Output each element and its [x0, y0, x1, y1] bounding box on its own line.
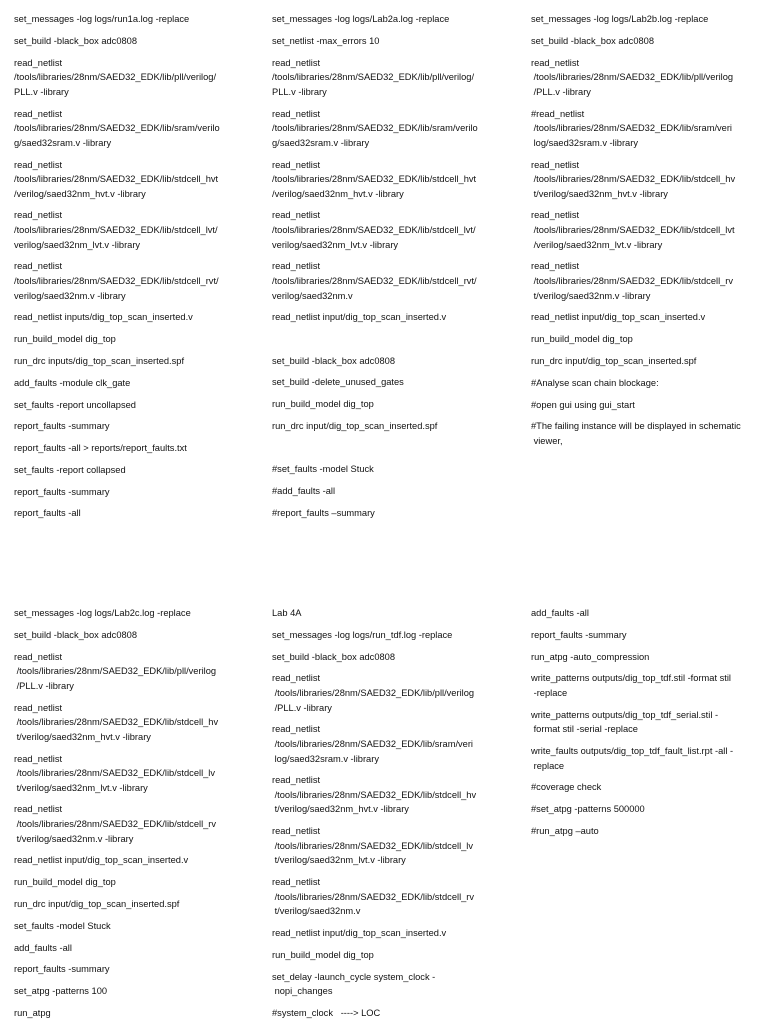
- command-line: set_build -black_box adc0808: [531, 35, 655, 46]
- command-line: read_netlist /tools/libraries/28nm/SAED32_EDK/lib/stdcell_hv t/verilog/saed32nm_hvt.v -library: [531, 159, 736, 199]
- command-line: set_messages -log logs/run_tdf.log -replace: [272, 629, 453, 640]
- command-line: read_netlist /tools/libraries/28nm/SAED32_EDK/lib/stdcell_hvt /verilog/saed32nm_hvt.v -library: [14, 159, 219, 199]
- command-line: read_netlist input/dig_top_scan_inserted.v: [14, 855, 189, 866]
- command-line: run_drc input/dig_top_scan_inserted.spf: [272, 421, 438, 432]
- command-line: #set_faults -model Stuck: [272, 464, 374, 475]
- command-line: read_netlist /tools/libraries/28nm/SAED32_EDK/lib/stdcell_rvt/ verilog/saed32nm.v -library: [14, 261, 219, 301]
- command-line: read_netlist /tools/libraries/28nm/SAED32_EDK/lib/stdcell_lvt/ verilog/saed32nm_lvt.v -library: [272, 210, 476, 250]
- command-line: #add_faults -all: [272, 486, 336, 497]
- column-block: [531, 606, 763, 846]
- command-line: read_netlist /tools/libraries/28nm/SAED32_EDK/lib/sram/verilo g/saed32sram.v -library: [272, 108, 478, 148]
- command-line: set_faults -report uncollapsed: [14, 399, 136, 410]
- command-line: set_faults -model Stuck: [14, 920, 111, 931]
- command-line: set_netlist -max_errors 10: [272, 35, 380, 46]
- command-line: add_faults -all: [531, 608, 589, 618]
- command-line: set_delay -launch_cycle system_clock - nopi_changes: [272, 971, 436, 997]
- column-block: [14, 606, 246, 1028]
- command-line: add_faults -module clk_gate: [14, 377, 131, 388]
- command-line: report_faults -all: [14, 508, 81, 519]
- command-line: read_netlist /tools/libraries/28nm/SAED32_EDK/lib/stdcell_lv t/verilog/saed32nm_lvt.v -library: [14, 753, 216, 793]
- column-block: [14, 12, 246, 528]
- command-line: read_netlist input/dig_top_scan_inserted.v: [531, 312, 706, 323]
- command-line: read_netlist /tools/libraries/28nm/SAED32_EDK/lib/stdcell_rvt/ verilog/saed32nm.v: [272, 261, 477, 301]
- command-line: set_messages -log logs/Lab2c.log -replace: [14, 608, 191, 618]
- command-line: set_messages -log logs/run1a.log -replace: [14, 14, 190, 24]
- command-line: read_netlist /tools/libraries/28nm/SAED32_EDK/lib/stdcell_lv t/verilog/saed32nm_lvt.v -library: [272, 826, 474, 866]
- command-line: run_atpg: [14, 1007, 51, 1018]
- column-block: [272, 12, 504, 528]
- command-line: read_netlist /tools/libraries/28nm/SAED32_EDK/lib/pll/verilog /PLL.v -library: [14, 651, 217, 691]
- command-line: read_netlist inputs/dig_top_scan_inserted.v: [14, 312, 193, 323]
- command-line: read_netlist /tools/libraries/28nm/SAED32_EDK/lib/stdcell_lvt/ verilog/saed32nm_lvt.v -library: [14, 210, 218, 250]
- command-line: report_faults -summary: [14, 486, 110, 497]
- command-line: run_drc input/dig_top_scan_inserted.spf: [14, 899, 180, 909]
- command-line: set_atpg -patterns 100: [14, 986, 108, 997]
- command-line: report_faults -summary: [14, 421, 110, 432]
- command-line: read_netlist /tools/libraries/28nm/SAED32_EDK/lib/stdcell_rv t/verilog/saed32nm.v -library: [14, 804, 217, 844]
- command-line: read_netlist /tools/libraries/28nm/SAED32_EDK/lib/stdcell_hv t/verilog/saed32nm_hvt.v -library: [14, 702, 219, 742]
- command-line: read_netlist /tools/libraries/28nm/SAED32_EDK/lib/pll/verilog /PLL.v -library: [531, 57, 734, 97]
- command-line: run_build_model dig_top: [14, 877, 116, 888]
- column-block: [272, 606, 504, 1028]
- command-line: read_netlist /tools/libraries/28nm/SAED32_EDK/lib/sram/verilo g/saed32sram.v -library: [14, 108, 220, 148]
- command-line: write_faults outputs/dig_top_tdf_fault_list.rpt -all - replace: [531, 746, 734, 771]
- command-line: set_faults -report collapsed: [14, 464, 126, 475]
- command-line: read_netlist /tools/libraries/28nm/SAED32_EDK/lib/pll/verilog /PLL.v -library: [272, 673, 475, 713]
- command-line: #Analyse scan chain blockage:: [531, 377, 659, 388]
- command-line: write_patterns outputs/dig_top_tdf.stil -format stil -replace: [531, 673, 731, 698]
- command-line: set_messages -log logs/Lab2b.log -replace: [531, 14, 709, 24]
- blank-line: [272, 441, 504, 463]
- command-line: run_atpg -auto_compression: [531, 651, 650, 662]
- command-line: set_build -black_box adc0808: [14, 629, 138, 640]
- command-line: Lab 4A: [272, 608, 302, 618]
- command-line: read_netlist /tools/libraries/28nm/SAED32_EDK/lib/stdcell_hv t/verilog/saed32nm_hvt.v -library: [272, 775, 477, 815]
- command-line: run_build_model dig_top: [14, 334, 116, 345]
- command-line: read_netlist /tools/libraries/28nm/SAED32_EDK/lib/sram/veri log/saed32sram.v -library: [272, 724, 474, 764]
- command-line: report_faults -summary: [531, 629, 627, 640]
- command-line: read_netlist input/dig_top_scan_inserted.v: [272, 312, 447, 323]
- command-line: set_messages -log logs/Lab2a.log -replace: [272, 14, 450, 24]
- command-line: set_build -delete_unused_gates: [272, 377, 404, 388]
- command-line: run_drc input/dig_top_scan_inserted.spf: [531, 355, 697, 366]
- command-line: #report_faults –summary: [272, 507, 375, 518]
- command-line: set_build -black_box adc0808: [272, 355, 396, 366]
- command-line: report_faults -summary: [14, 964, 110, 975]
- command-line: run_build_model dig_top: [272, 399, 374, 410]
- command-line: write_patterns outputs/dig_top_tdf_serial.stil - format stil -serial -replace: [531, 709, 719, 735]
- command-line: run_drc inputs/dig_top_scan_inserted.spf: [14, 355, 185, 366]
- command-line: run_build_model dig_top: [272, 949, 374, 960]
- command-line: read_netlist /tools/libraries/28nm/SAED32_EDK/lib/stdcell_lvt /verilog/saed32nm_lvt.v -library: [531, 210, 735, 250]
- command-line: #set_atpg -patterns 500000: [531, 804, 645, 815]
- command-line: add_faults -all: [14, 942, 72, 953]
- command-line: run_build_model dig_top: [531, 334, 633, 345]
- command-line: #system_clock ----> LOC: [272, 1008, 381, 1019]
- command-line: #run_atpg –auto: [531, 826, 599, 837]
- command-line: read_netlist /tools/libraries/28nm/SAED32_EDK/lib/stdcell_rv t/verilog/saed32nm.v: [272, 877, 475, 917]
- command-line: set_build -black_box adc0808: [14, 35, 138, 46]
- blank-line: [272, 332, 504, 354]
- command-line: #read_netlist /tools/libraries/28nm/SAED32_EDK/lib/sram/veri log/saed32sram.v -library: [531, 108, 733, 148]
- command-line: set_build -black_box adc0808: [272, 651, 396, 662]
- command-line: #open gui using gui_start: [531, 399, 635, 410]
- command-line: read_netlist /tools/libraries/28nm/SAED32_EDK/lib/stdcell_hvt /verilog/saed32nm_hvt.v -library: [272, 159, 477, 199]
- command-line: report_faults -all > reports/report_faults.txt: [14, 443, 187, 454]
- column-block: [531, 12, 763, 456]
- command-line: read_netlist /tools/libraries/28nm/SAED32_EDK/lib/stdcell_rv t/verilog/saed32nm.v -library: [531, 261, 734, 301]
- command-line: read_netlist /tools/libraries/28nm/SAED32_EDK/lib/pll/verilog/ PLL.v -library: [272, 57, 475, 97]
- command-line: #coverage check: [531, 782, 602, 793]
- command-line: read_netlist input/dig_top_scan_inserted.v: [272, 928, 447, 939]
- command-line: read_netlist /tools/libraries/28nm/SAED32_EDK/lib/pll/verilog/ PLL.v -library: [14, 57, 217, 97]
- command-line: #The failing instance will be displayed in schematic viewer,: [531, 421, 741, 446]
